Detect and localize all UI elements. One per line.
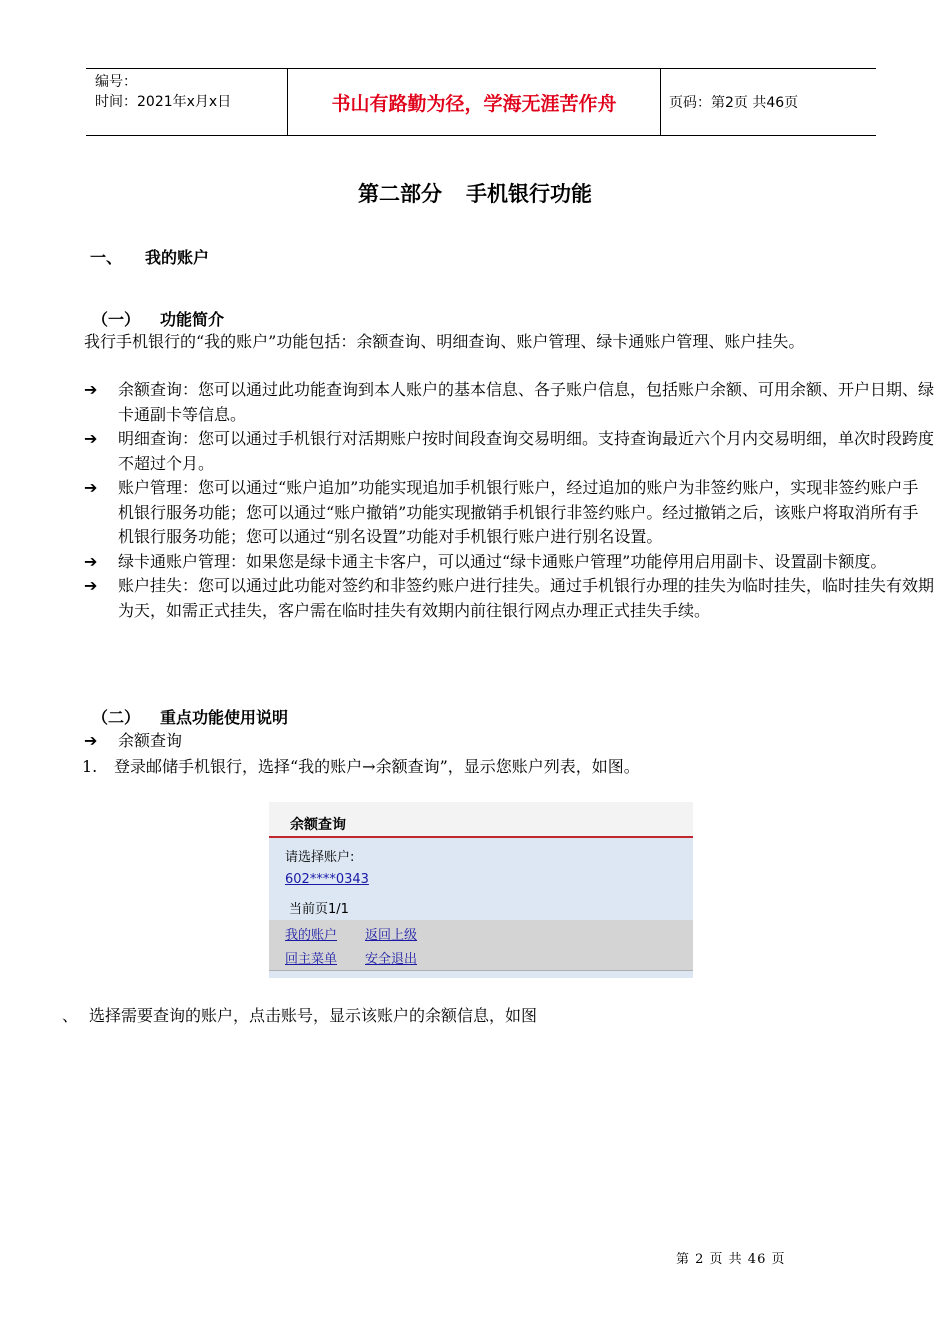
arrow-icon: ➔ (84, 478, 98, 497)
document-time: 时间：2021年x月x日 (95, 94, 232, 110)
screenshot-nav (269, 920, 693, 971)
my-account-link[interactable]: 我的账户 (285, 928, 338, 943)
list-item-text: 账户挂失：您可以通过此功能对签约和非签约账户进行挂失。通过手机银行办理的挂失为临时挂失，临时挂失有效期为天，如需正式挂失，客户需在临时挂失有效期内前往银行网点办理正式挂失手续。 (118, 576, 935, 620)
arrow-icon: ➔ (84, 429, 98, 448)
subsection-heading-2 (92, 705, 288, 728)
arrow-icon: ➔ (84, 731, 98, 750)
balance-bullet-text: 余额查询 (118, 731, 183, 750)
header-meta (86, 69, 287, 135)
secure-logout-link[interactable]: 安全退出 (365, 952, 418, 967)
go-back-link[interactable]: 返回上级 (365, 928, 418, 943)
intro-paragraph: 我行手机银行的“我的账户”功能包括：余额查询、明细查询、账户管理、绿卡通账户管理、账户挂失。 (84, 332, 805, 351)
list-item (84, 427, 934, 476)
arrow-icon: ➔ (84, 576, 98, 595)
list-item (84, 574, 934, 623)
page-title (0, 178, 950, 208)
subsection-title: 功能简介 (160, 310, 225, 329)
list-item (84, 378, 934, 427)
list-item (84, 476, 934, 550)
page-indicator: 当前页1/1 (289, 902, 349, 917)
account-link[interactable]: 602****0343 (285, 872, 369, 887)
step-number: 、 (62, 1006, 79, 1025)
subsection-title: 重点功能使用说明 (160, 708, 289, 727)
title-part: 第二部分 (358, 182, 442, 206)
balance-bullet (84, 729, 182, 754)
section-number: 一、 (90, 248, 123, 267)
step-number: 1. (82, 757, 98, 776)
page-footer: 第 2 页 共 46 页 (676, 1252, 786, 1267)
list-item-text: 绿卡通账户管理：如果您是绿卡通主卡客户，可以通过“绿卡通账户管理”功能停用启用副卡、设置副卡额度。 (118, 551, 887, 571)
step-text: 登录邮储手机银行，选择“我的账户→余额查询”，显示您账户列表，如图。 (114, 757, 640, 776)
subsection-number: （二） (92, 708, 141, 727)
list-item-text: 余额查询：您可以通过此功能查询到本人账户的基本信息、各子账户信息，包括账户余额、可用余额、开户日期、绿卡通副卡等信息。 (118, 380, 935, 424)
header-motto: 书山有路勤为径，学海无涯苦作舟 (287, 69, 661, 135)
main-menu-link[interactable]: 回主菜单 (285, 952, 338, 967)
header-page-info: 页码：第2页 共46页 (669, 95, 799, 111)
section-heading (90, 245, 209, 268)
step-1 (82, 754, 640, 777)
balance-query-screenshot (269, 802, 693, 978)
feature-list (84, 378, 934, 623)
list-item-text: 账户管理：您可以通过“账户追加”功能实现追加手机银行账户，经过追加的账户为非签约账户，实现非签约账户手机银行服务功能；您可以通过“账户撤销”功能实现撤销手机银行非签约账户。经过撤销之后，该账户将取消所有手机银行服务功能；您可以通过“别名设置”功能对手机银行账户进行别名设置。 (118, 478, 919, 546)
arrow-icon: ➔ (84, 551, 98, 571)
list-item (84, 550, 934, 575)
document-id-label: 编号： (95, 74, 137, 90)
screenshot-title: 余额查询 (290, 817, 346, 833)
section-title: 我的账户 (145, 248, 210, 267)
list-item-text: 明细查询：您可以通过手机银行对活期账户按时间段查询交易明细。支持查询最近六个月内交易明细，单次时段跨度不超过个月。 (118, 429, 935, 473)
title-divider (269, 836, 693, 838)
step-2 (62, 1003, 537, 1026)
screenshot-title-bar (269, 802, 693, 836)
step-text: 选择需要查询的账户，点击账号，显示该账户的余额信息，如图 (89, 1006, 538, 1025)
subsection-number: （一） (92, 310, 141, 329)
header-table (86, 68, 876, 136)
title-name: 手机银行功能 (466, 182, 592, 206)
subsection-heading-1 (92, 307, 224, 330)
select-account-prompt: 请选择账户: (285, 850, 355, 865)
arrow-icon: ➔ (84, 380, 98, 399)
